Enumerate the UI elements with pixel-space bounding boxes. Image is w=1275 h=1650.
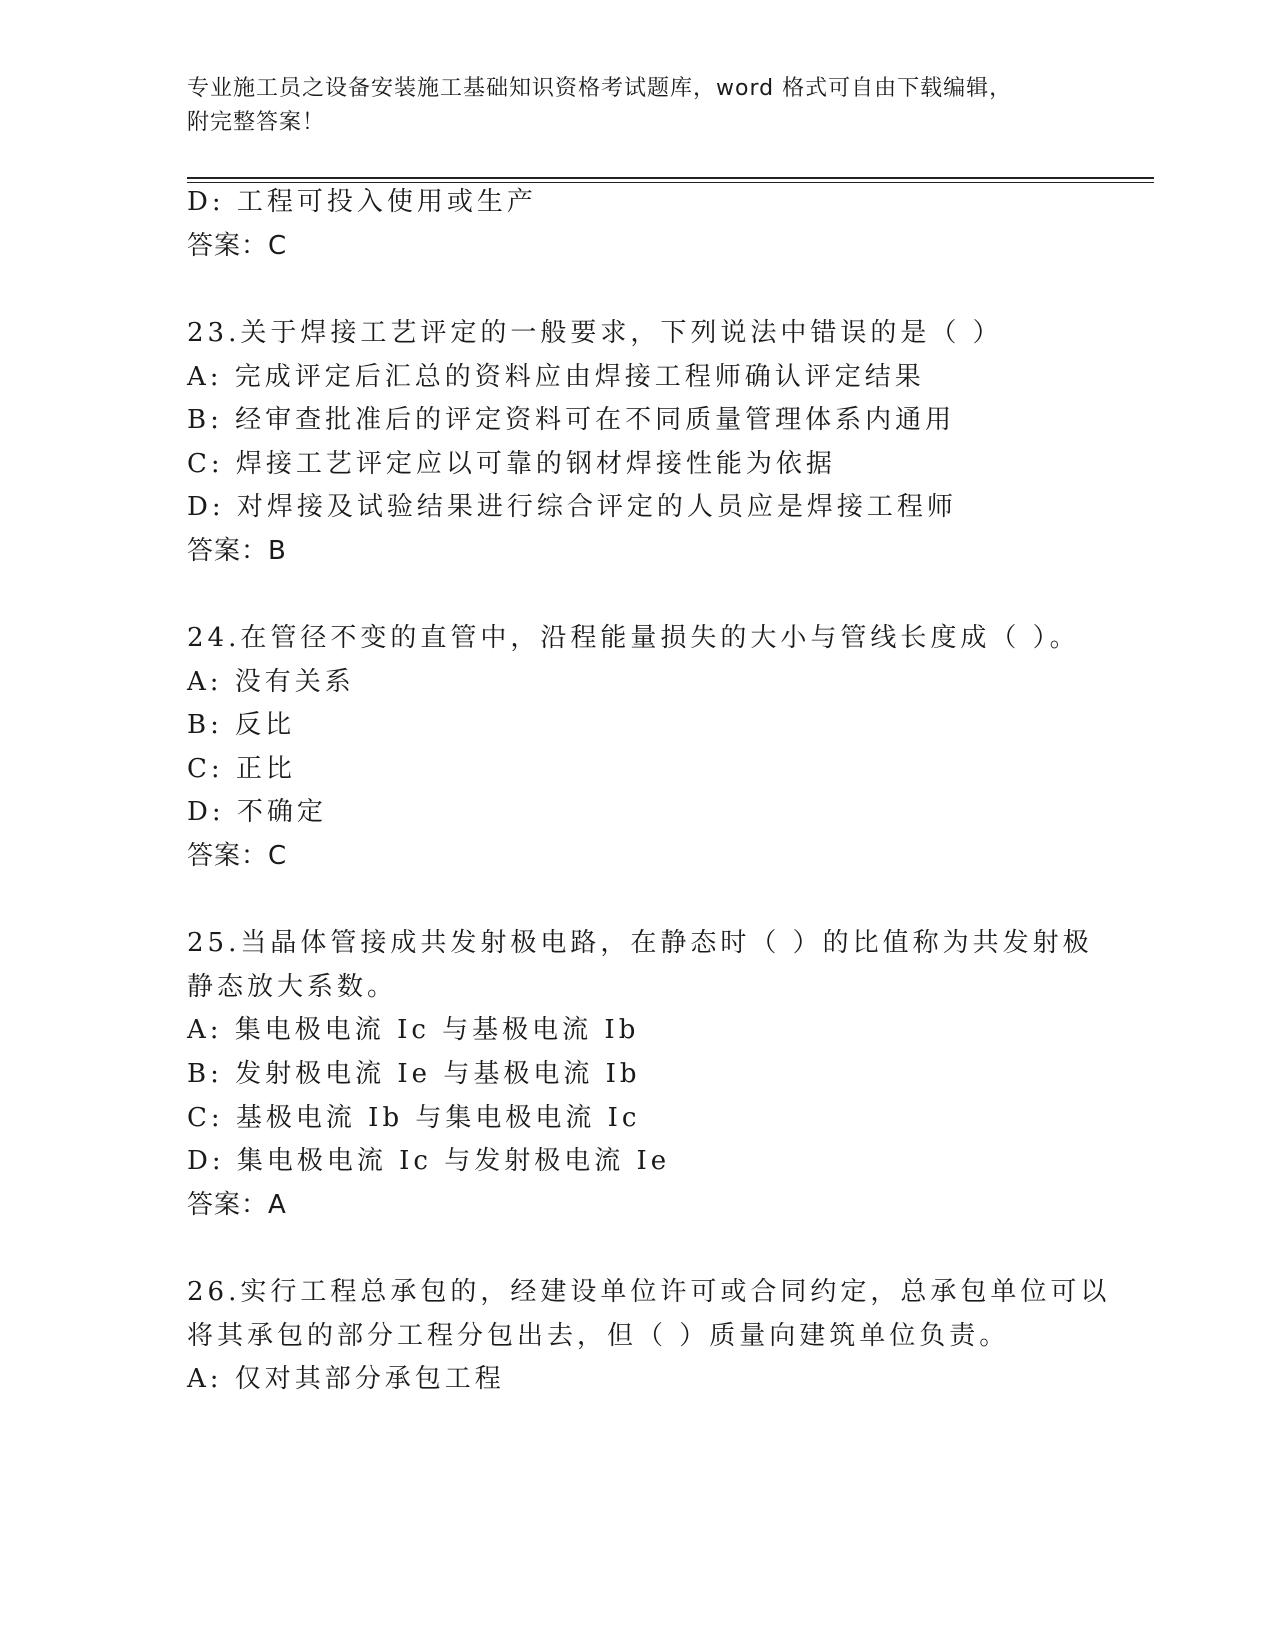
- header-line-1: 专业施工员之设备安装施工基础知识资格考试题库，word 格式可自由下载编辑，: [187, 76, 1013, 101]
- q22-option-d: D: 工程可投入使用或生产: [187, 187, 537, 217]
- q23-option-d: D: 对焊接及试验结果进行综合评定的人员应是焊接工程师: [187, 492, 957, 522]
- q23-option-c: C: 焊接工艺评定应以可靠的钢材焊接性能为依据: [187, 449, 836, 479]
- q23-answer: 答案：B: [187, 536, 287, 566]
- header-line-2: 附完整答案！: [187, 110, 326, 135]
- q26-stem-line-1: 26.实行工程总承包的，经建设单位许可或合同约定，总承包单位可以: [187, 1277, 1111, 1307]
- q24-option-a: A: 没有关系: [187, 667, 355, 697]
- q25-option-d: D: 集电极电流 Ic 与发射极电流 Ie: [187, 1146, 671, 1176]
- q25-option-a: A: 集电极电流 Ic 与基极电流 Ib: [187, 1015, 640, 1045]
- q25-option-c: C: 基极电流 Ib 与集电极电流 Ic: [187, 1103, 641, 1133]
- q24-stem: 24.在管径不变的直管中，沿程能量损失的大小与管线长度成（ ）。: [187, 623, 1080, 653]
- q24-option-b: B: 反比: [187, 710, 296, 740]
- q23-option-a: A: 完成评定后汇总的资料应由焊接工程师确认评定结果: [187, 362, 925, 392]
- document-header: [187, 72, 1087, 140]
- header-divider-thin: [187, 182, 1154, 183]
- q25-stem-line-2: 静态放大系数。: [187, 972, 398, 1002]
- q23-stem: 23.关于焊接工艺评定的一般要求，下列说法中错误的是（ ）: [187, 318, 1003, 348]
- q22-answer: 答案：C: [187, 231, 288, 261]
- q23-option-b: B: 经审查批准后的评定资料可在不同质量管理体系内通用: [187, 405, 956, 435]
- q24-answer: 答案：C: [187, 841, 288, 871]
- header-divider-thick: [187, 177, 1154, 179]
- q25-stem-line-1: 25.当晶体管接成共发射极电路，在静态时（ ）的比值称为共发射极: [187, 928, 1093, 958]
- q26-stem-line-2: 将其承包的部分工程分包出去，但（ ）质量向建筑单位负责。: [187, 1321, 1010, 1351]
- q26-option-a: A: 仅对其部分承包工程: [187, 1364, 505, 1394]
- q25-answer: 答案：A: [187, 1190, 287, 1220]
- q25-option-b: B: 发射极电流 Ie 与基极电流 Ib: [187, 1059, 641, 1089]
- q24-option-d: D: 不确定: [187, 797, 327, 827]
- q24-option-c: C: 正比: [187, 754, 296, 784]
